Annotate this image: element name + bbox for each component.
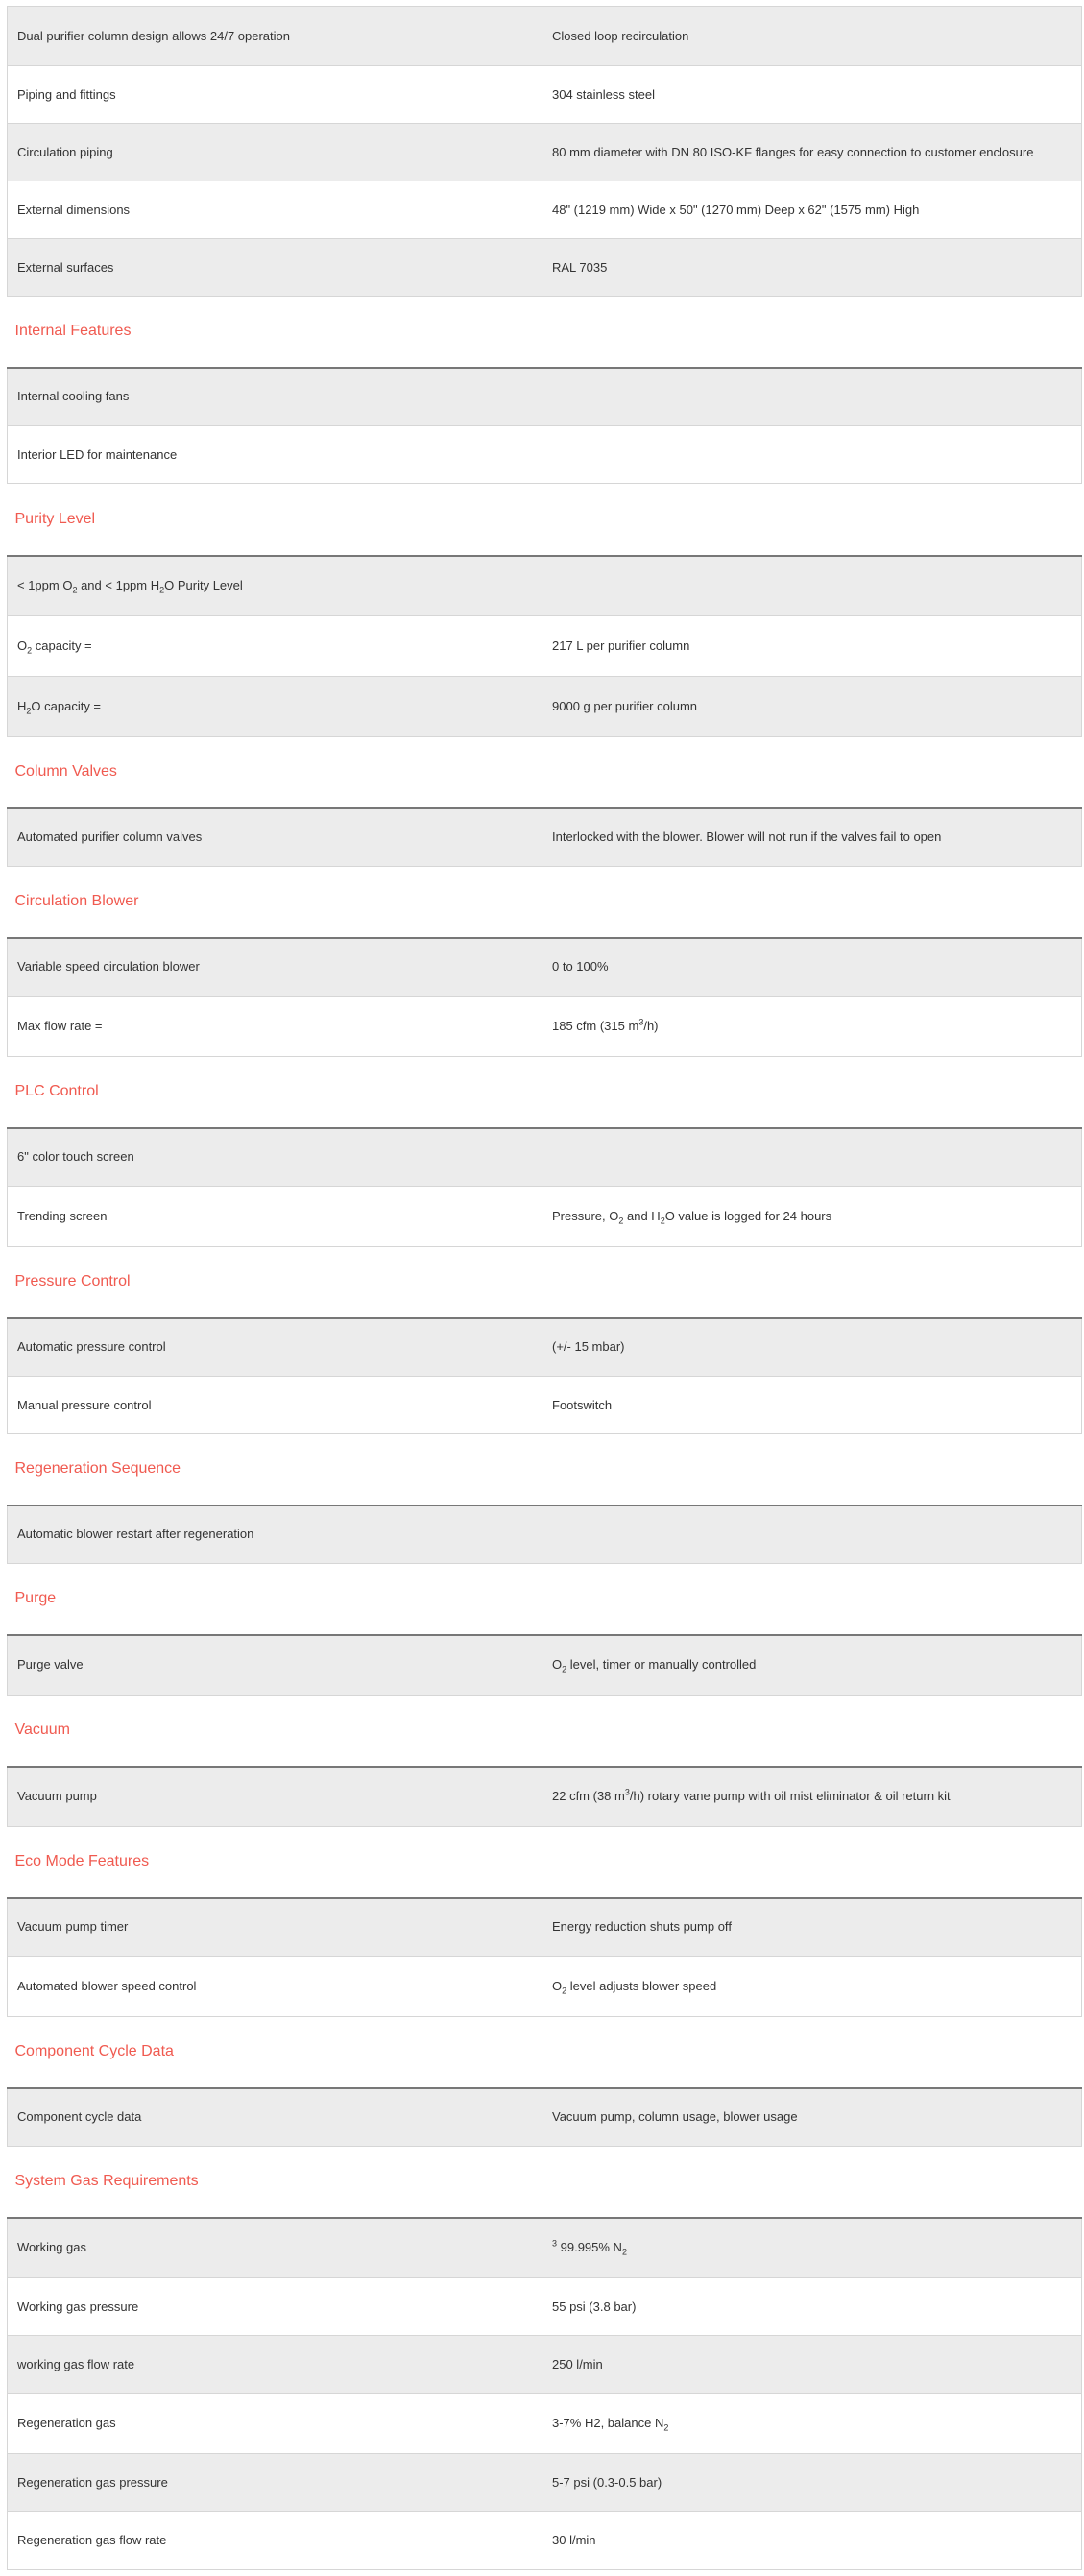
spec-label: External surfaces bbox=[8, 239, 542, 297]
table-row bbox=[8, 239, 1082, 297]
spec-label: Component cycle data bbox=[8, 2088, 542, 2147]
section-heading: System Gas Requirements bbox=[8, 2147, 1082, 2218]
table-row bbox=[8, 426, 1082, 484]
table-row bbox=[8, 2218, 1082, 2278]
spec-label: Piping and fittings bbox=[8, 66, 542, 124]
table-row bbox=[8, 556, 1082, 616]
table-row bbox=[8, 616, 1082, 677]
table-row bbox=[8, 1505, 1082, 1564]
spec-value: $O_2$ level adjusts blower speed bbox=[542, 1957, 1082, 2017]
spec-label: Regeneration gas bbox=[8, 2394, 542, 2454]
table-row bbox=[8, 1635, 1082, 1696]
spec-label: Purge valve bbox=[8, 1635, 542, 1696]
spec-value: 9000 g per purifier column bbox=[542, 677, 1082, 737]
spec-label: Max flow rate = bbox=[8, 997, 542, 1057]
section-heading: Pressure Control bbox=[8, 1247, 1082, 1318]
section-heading-row bbox=[8, 1696, 1082, 1767]
table-row bbox=[8, 1957, 1082, 2017]
spec-label: Regeneration gas flow rate bbox=[8, 2512, 542, 2570]
section-heading-row bbox=[8, 1564, 1082, 1635]
spec-value: 80 mm diameter with DN 80 ISO-KF flanges for easy connection to customer enclosure bbox=[542, 124, 1082, 181]
section-heading: Eco Mode Features bbox=[8, 1827, 1082, 1898]
table-row bbox=[8, 1377, 1082, 1434]
table-row bbox=[8, 1767, 1082, 1827]
spec-value bbox=[542, 1128, 1082, 1187]
spec-label: Regeneration gas pressure bbox=[8, 2454, 542, 2512]
spec-label: Trending screen bbox=[8, 1187, 542, 1247]
section-heading-row bbox=[8, 737, 1082, 808]
section-heading-row bbox=[8, 1827, 1082, 1898]
spec-value: 5-7 psi (0.3-0.5 bar) bbox=[542, 2454, 1082, 2512]
spec-value: 30 l/min bbox=[542, 2512, 1082, 2570]
table-row bbox=[8, 1318, 1082, 1377]
table-row bbox=[8, 124, 1082, 181]
spec-label: Internal cooling fans bbox=[8, 368, 542, 426]
spec-value: Pressure, $O_2$ and $H_2O$ value is logged for 24 hours bbox=[542, 1187, 1082, 1247]
table-row bbox=[8, 2088, 1082, 2147]
spec-value: 48" (1219 mm) Wide x 50" (1270 mm) Deep x 62" (1575 mm) High bbox=[542, 181, 1082, 239]
spec-value: 217 L per purifier column bbox=[542, 616, 1082, 677]
table-row bbox=[8, 2512, 1082, 2570]
spec-label: $O_2$ capacity = bbox=[8, 616, 542, 677]
spec-label: Automated blower speed control bbox=[8, 1957, 542, 2017]
spec-label: Interior LED for maintenance bbox=[8, 426, 1082, 484]
section-heading-row bbox=[8, 1247, 1082, 1318]
table-row bbox=[8, 1898, 1082, 1957]
spec-label: < 1ppm $O_2$ and < 1ppm $H_2O$ Purity Level bbox=[8, 556, 1082, 616]
specifications-table bbox=[7, 6, 1082, 2570]
table-row bbox=[8, 368, 1082, 426]
spec-label: Manual pressure control bbox=[8, 1377, 542, 1434]
spec-label: External dimensions bbox=[8, 181, 542, 239]
table-row bbox=[8, 1187, 1082, 1247]
section-heading: Column Valves bbox=[8, 737, 1082, 808]
spec-label: Vacuum pump timer bbox=[8, 1898, 542, 1957]
section-heading-row bbox=[8, 2017, 1082, 2088]
spec-value: Footswitch bbox=[542, 1377, 1082, 1434]
table-row bbox=[8, 181, 1082, 239]
spec-value: 3-7% H2, balance $N_2$ bbox=[542, 2394, 1082, 2454]
section-heading: Circulation Blower bbox=[8, 867, 1082, 938]
spec-label: Variable speed circulation blower bbox=[8, 938, 542, 997]
spec-label: Automated purifier column valves bbox=[8, 808, 542, 867]
section-heading-row bbox=[8, 1057, 1082, 1128]
section-heading: Purity Level bbox=[8, 484, 1082, 556]
table-row bbox=[8, 938, 1082, 997]
spec-label: $H_2O$ capacity = bbox=[8, 677, 542, 737]
spec-value: 0 to 100% bbox=[542, 938, 1082, 997]
section-heading-row bbox=[8, 2147, 1082, 2218]
spec-value: 185 cfm (315 $m^3/h$) bbox=[542, 997, 1082, 1057]
section-heading: Internal Features bbox=[8, 297, 1082, 368]
spec-value: Interlocked with the blower. Blower will not run if the valves fail to open bbox=[542, 808, 1082, 867]
spec-label: Automatic blower restart after regeneration bbox=[8, 1505, 1082, 1564]
spec-label: Vacuum pump bbox=[8, 1767, 542, 1827]
spec-value: $O_2$ level, timer or manually controlled bbox=[542, 1635, 1082, 1696]
section-heading: Purge bbox=[8, 1564, 1082, 1635]
spec-value: Energy reduction shuts pump off bbox=[542, 1898, 1082, 1957]
table-row bbox=[8, 2336, 1082, 2394]
spec-label: 6" color touch screen bbox=[8, 1128, 542, 1187]
table-row bbox=[8, 1128, 1082, 1187]
spec-label: Circulation piping bbox=[8, 124, 542, 181]
section-heading-row bbox=[8, 867, 1082, 938]
spec-value: 55 psi (3.8 bar) bbox=[542, 2278, 1082, 2336]
spec-value: Vacuum pump, column usage, blower usage bbox=[542, 2088, 1082, 2147]
section-heading: Component Cycle Data bbox=[8, 2017, 1082, 2088]
table-row bbox=[8, 997, 1082, 1057]
spec-value: (+/- 15 mbar) bbox=[542, 1318, 1082, 1377]
table-row bbox=[8, 808, 1082, 867]
spec-value: $^3$ 99.995% $N_2$ bbox=[542, 2218, 1082, 2278]
spec-value: 22 cfm (38 $m^3/h$) rotary vane pump with oil mist eliminator & oil return kit bbox=[542, 1767, 1082, 1827]
spec-value: 250 l/min bbox=[542, 2336, 1082, 2394]
spec-label: working gas flow rate bbox=[8, 2336, 542, 2394]
table-row bbox=[8, 66, 1082, 124]
spec-label: Working gas bbox=[8, 2218, 542, 2278]
table-row bbox=[8, 2454, 1082, 2512]
spec-value: 304 stainless steel bbox=[542, 66, 1082, 124]
spec-label: Automatic pressure control bbox=[8, 1318, 542, 1377]
section-heading: Vacuum bbox=[8, 1696, 1082, 1767]
section-heading: Regeneration Sequence bbox=[8, 1434, 1082, 1505]
spec-label: Dual purifier column design allows 24/7 operation bbox=[8, 7, 542, 66]
spec-value: Closed loop recirculation bbox=[542, 7, 1082, 66]
table-row bbox=[8, 2278, 1082, 2336]
table-row bbox=[8, 2394, 1082, 2454]
section-heading: PLC Control bbox=[8, 1057, 1082, 1128]
table-row bbox=[8, 677, 1082, 737]
section-heading-row bbox=[8, 297, 1082, 368]
spec-label: Working gas pressure bbox=[8, 2278, 542, 2336]
table-row bbox=[8, 7, 1082, 66]
section-heading-row bbox=[8, 1434, 1082, 1505]
spec-value: RAL 7035 bbox=[542, 239, 1082, 297]
section-heading-row bbox=[8, 484, 1082, 556]
spec-value bbox=[542, 368, 1082, 426]
